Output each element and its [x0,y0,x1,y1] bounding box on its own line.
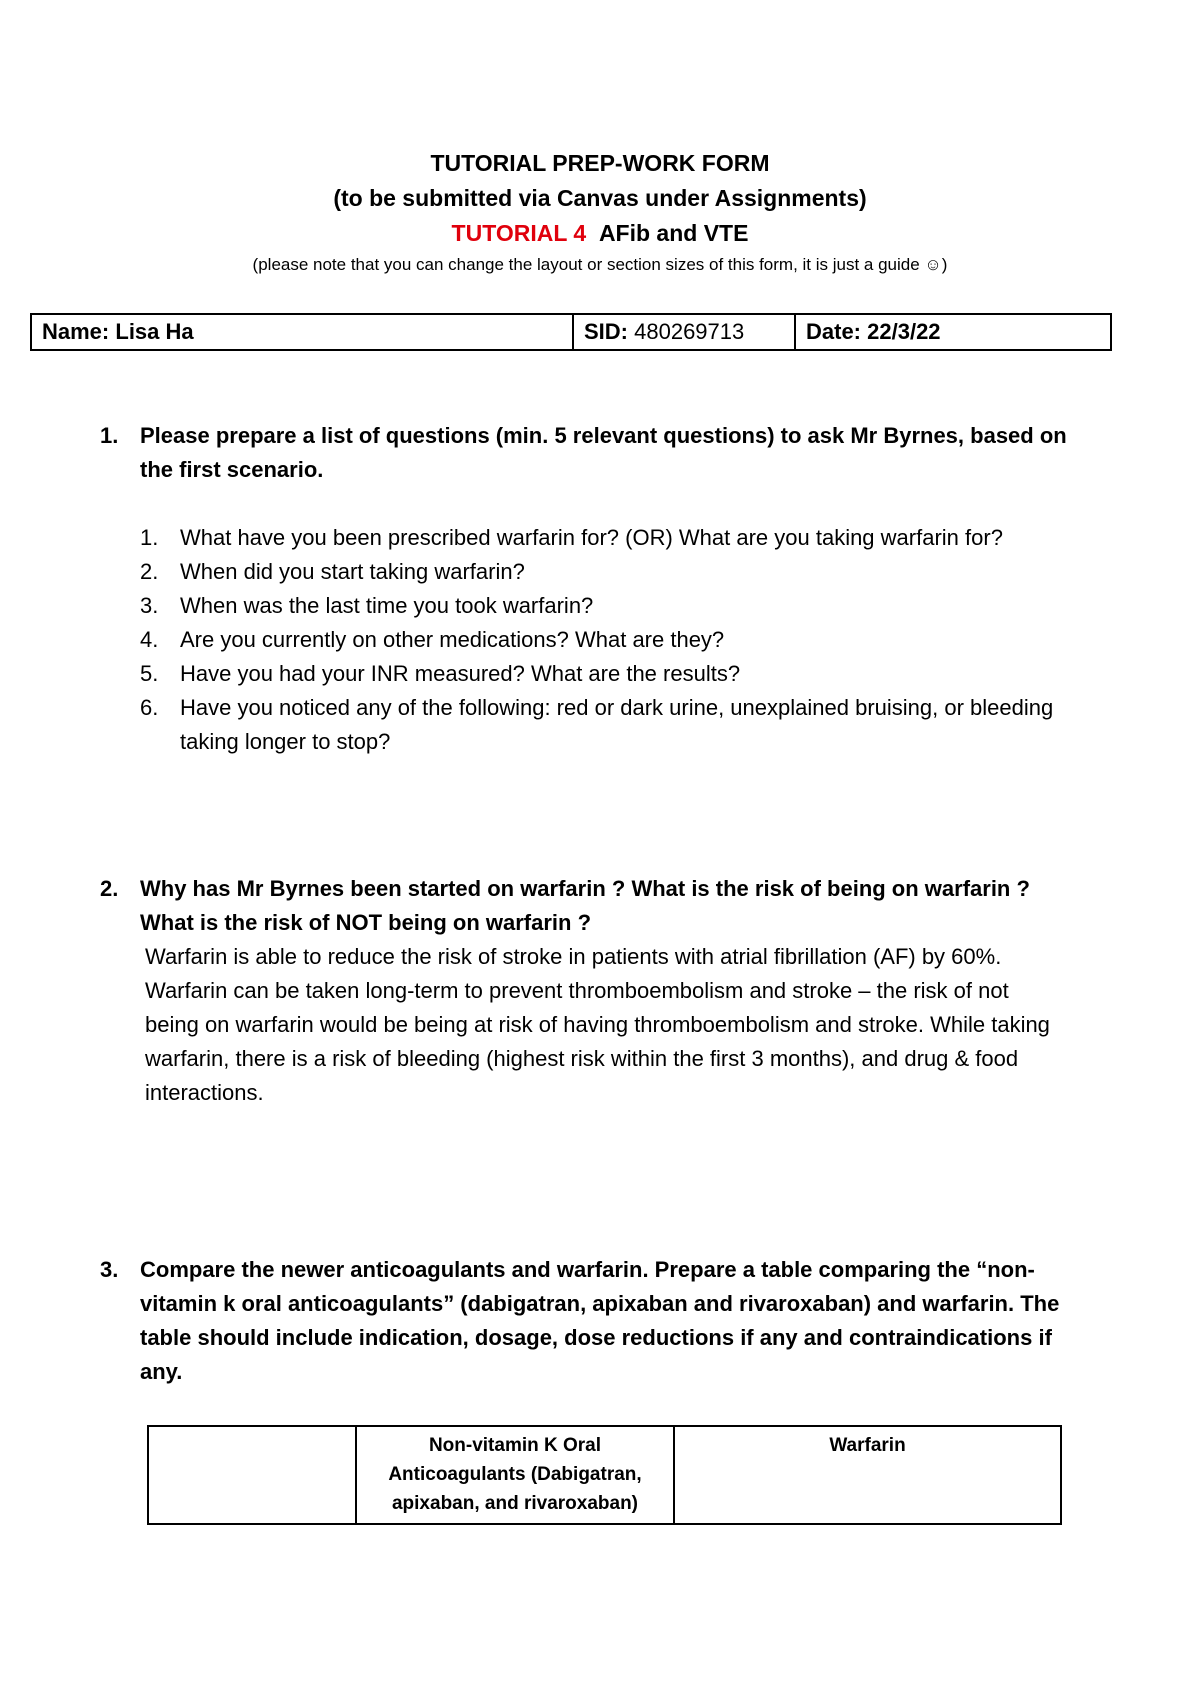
tutorial-label: TUTORIAL 4 [451,220,587,246]
list-item [140,657,1060,691]
list-item [140,589,1060,623]
tutorial-heading [0,220,1200,247]
list-item-number: 2. [140,559,159,584]
comparison-header-noac: Non-vitamin K Oral Anticoagulants (Dabigatran, apixaban, and rivaroxaban) [356,1426,674,1524]
name-label: Name: [42,319,110,344]
list-item-number: 6. [140,695,159,720]
form-title: TUTORIAL PREP-WORK FORM [430,150,770,176]
question-2-answer: Warfarin is able to reduce the risk of stroke in patients with atrial fibrillation (AF) by 60%. Warfarin can be taken long-term to prevent thromboembolism and stroke – the risk of not being on warfarin would be being at risk of having thromboembolism and stroke. While taking warfarin, there is a risk of bleeding (highest risk within the first 3 months), and drug & food interactions. [145,944,1050,1105]
list-item [140,691,1060,759]
list-item-number: 5. [140,661,159,686]
list-item-text: When did you start taking warfarin? [180,559,525,584]
question-3-number: 3. [100,1257,119,1282]
name-value: Lisa Ha [115,319,194,344]
tutorial-topic: AFib and VTE [598,220,749,246]
question-3-text: Compare the newer anticoagulants and warfarin. Prepare a table comparing the “non-vitamin k oral anticoagulants” (dabigatran, apixaban and rivaroxaban) and warfarin. The table should include indication, dosage, dose reductions if any and contraindications if any. [140,1257,1060,1384]
sid-label: SID: [584,319,628,344]
comparison-table [147,1425,1062,1525]
list-item [140,555,1060,589]
question-2-text: Why has Mr Byrnes been started on warfarin ? What is the risk of being on warfarin ? What is the risk of NOT being on warfarin ? [140,876,1030,935]
list-item-number: 3. [140,593,159,618]
date-value: 22/3/22 [867,319,941,344]
list-item [140,623,1060,657]
question-2-number: 2. [100,876,119,901]
question-1-answer-list [140,521,1060,759]
name-cell [31,314,573,350]
list-item-text: What have you been prescribed warfarin for? (OR) What are you taking warfarin for? [180,525,1003,550]
list-item-number: 1. [140,525,159,550]
list-item-text: Have you noticed any of the following: red or dark urine, unexplained bruising, or bleeding taking longer to stop? [180,695,1054,754]
list-item-text: When was the last time you took warfarin? [180,593,594,618]
list-item-text: Have you had your INR measured? What are the results? [180,661,741,686]
form-subtitle: (to be submitted via Canvas under Assignments) [333,185,867,211]
sid-value: 480269713 [634,319,745,344]
student-info-table [30,313,1112,351]
question-1-number: 1. [100,423,119,448]
comparison-header-warfarin: Warfarin [674,1426,1061,1524]
date-label: Date: [806,319,862,344]
comparison-header-blank [148,1426,356,1524]
date-cell [795,314,1111,350]
list-item-text: Are you currently on other medications? What are they? [180,627,725,652]
list-item [140,521,1060,555]
question-1-text: Please prepare a list of questions (min. 5 relevant questions) to ask Mr Byrnes, based on the first scenario. [140,423,1067,482]
list-item-number: 4. [140,627,159,652]
sid-cell [573,314,795,350]
layout-note: (please note that you can change the layout or section sizes of this form, it is just a guide ☺) [252,255,948,274]
